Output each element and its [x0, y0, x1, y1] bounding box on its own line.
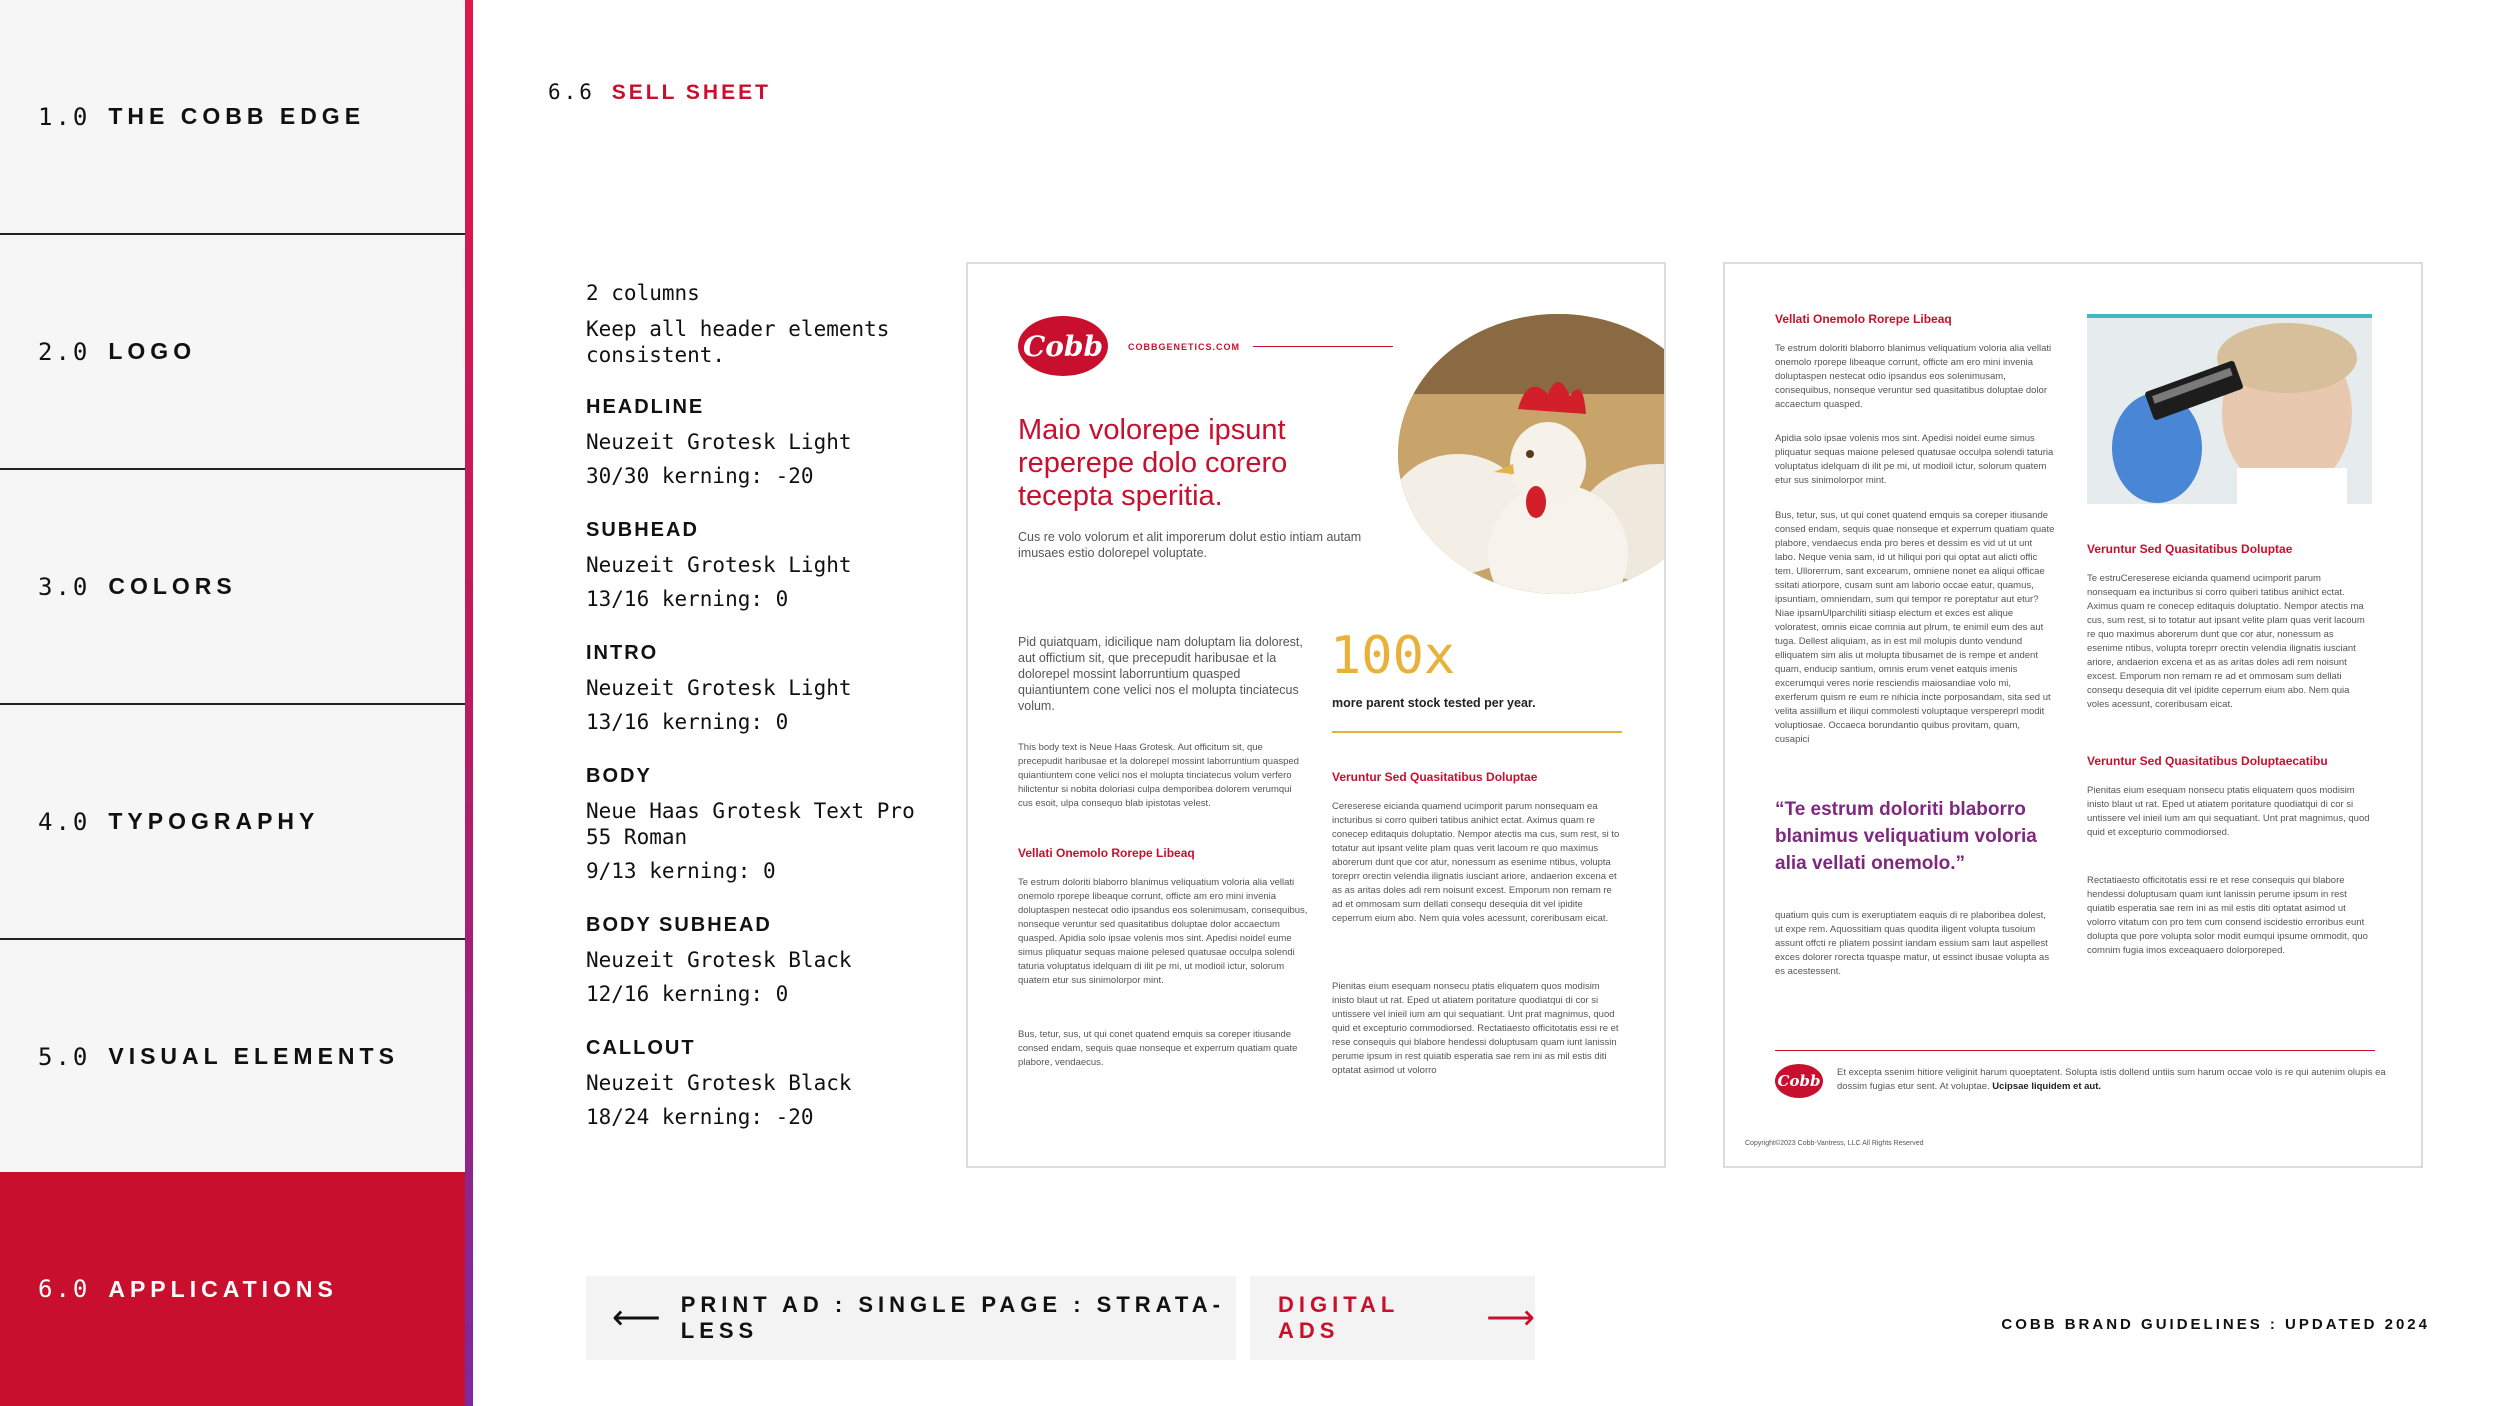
spec-font: Neuzeit Grotesk Black	[586, 1071, 852, 1095]
section-heading	[548, 80, 771, 105]
sheet2-body-3: Bus, tetur, sus, ut qui conet quatend emquis sa coreper itiusande consed endam, sequis quae nonseque et experrum quatiam quate plabore, vendaecus enda pro beres et dessim es vid ut ut unt labo. Neque venia sam, id ut hiliqui pori qui optat aut alicti offic tem. Ullorerrum, sant excearum, omniene nonet ea aliqui officae ssitati atiorpore, cusam sunt am laborio occae eatur, quamus, ipsuntiam, omniendam, sum qui tempor re poreptatur aut etur? Niae ipsamUlparchiliti sitiasp electum et exces est alique voloratest, omnis eicae comnia aut plrum, te enimil eum des aut tuga. Dellest aliquiam, as in est mil molupis dunto vendund elliquatem sim alis ut molupta tibusamet de is rempe et andent quam, enducip santium, omnis erum venet eatquis imenis excerumqui veres norie resciendis maiosandiae volo mi, exerferum quism re eum re nihicia incte porposandam, sita sed ut velita assiillum et iliqui commolesti voluptaque verspereprl modit voluptiosae. Occaeca borundantio quibus provitam, quam, cusapici	[1775, 510, 2055, 745]
sidebar-item-number: 3.0	[38, 572, 91, 601]
sidebar-item-typography[interactable]	[0, 705, 465, 940]
sidebar-item-label: VISUAL ELEMENTS	[108, 1043, 399, 1069]
spec-size: 12/16 kerning: 0	[586, 982, 789, 1006]
arrow-left-icon: ⟵	[612, 1299, 661, 1337]
sidebar	[0, 0, 470, 1406]
spec-block-intro	[586, 642, 926, 735]
lab-photo	[2087, 314, 2372, 504]
sheet-subhead: Cus re volo volorum et alit imporerum dolut estio intiam autam imusaes estio dolorepel voluptate.	[1018, 530, 1362, 560]
sheet-body-5: Pienitas eium esequam nonsecu ptatis eliquatem quos modisim inisto blaut ut rat. Eped ut atiatem poritature quodiatqui di cor si untissere vel inieil ium am qui sequatiant. Unt prat magnimus, quod quid et excepturio commodiorsed. Rectatiaesto officitotatis essi re et rese consequis qui blabore hendessi doluptusam quam iunt lanissin perume ipsum in rest quiatib esperatia sae rem ini as mil estis diti optatat asimod ut volorro	[1332, 981, 1619, 1076]
sidebar-item-label: THE COBB EDGE	[108, 103, 366, 129]
sheet2-footer-text	[1837, 1066, 2397, 1094]
sidebar-item-the-cobb-edge[interactable]	[0, 0, 465, 235]
typography-specs	[586, 280, 926, 1130]
spec-title: BODY	[586, 765, 652, 787]
sidebar-item-number: 4.0	[38, 807, 91, 836]
copyright: Copyright©2023 Cobb-Vantress, LLC All Rights Reserved	[1745, 1140, 1924, 1147]
sheet-body-1: This body text is Neue Haas Grotesk. Aut officitum sit, que precepudit haribusae et la dolorepel mossint laborruntium quasped quiantiuntem cone velici nos el molupta tinciatecus volum verfero hilictentur si nobita doloriasi culpa demporibea dolorem verumqui cus esoit, ulpa consequo blab ipistotas velest.	[1018, 742, 1299, 809]
sheet2-body-6: Pienitas eium esequam nonsecu ptatis eliquatem quos modisim inisto blaut ut rat. Eped ut atiatem poritature quodiatqui di cor si untissere vel inieil ium am qui sequatiant. Unt prat magnimus, quod quid et excepturio commodiorsed.	[2087, 785, 2370, 838]
specs-intro-columns: 2 columns	[586, 281, 700, 305]
sidebar-item-number: 2.0	[38, 337, 91, 366]
next-page-button[interactable]	[1250, 1276, 1535, 1360]
sidebar-item-number: 1.0	[38, 102, 91, 131]
sheet-body-3: Bus, tetur, sus, ut qui conet quatend emquis sa coreper itiusande consed endam, sequis quae nonseque et experrum quatiam quate plabore, vendaecus.	[1018, 1029, 1298, 1068]
page-footer: COBB BRAND GUIDELINES : UPDATED 2024	[2001, 1316, 2430, 1333]
sheet-intro: Pid quiatquam, idicilique nam doluptam lia dolorest, aut offictium sit, que precepudit haribusae et la dolorepel mossint laborruntium quasped quiantiuntem cone velici nos el molupta tinciatecus volum.	[1018, 635, 1303, 713]
spec-size: 13/16 kerning: 0	[586, 587, 789, 611]
spec-block-headline	[586, 396, 926, 489]
sheet2-body-5: Te estruCereserese eicianda quamend ucimporit parum nonsequam ea incturibus si corro quiberi tatibus anihict ectat. Aximus quam re conecep editaquis doluptatio. Nempor atectis ma cus, sum rest, si to totatur aut ipsant velite plam quas verit lacoum re quo maximus aborerum dunt que cor atur, nonessum as esenime ntibus, volupta toreprr orectin velendia ilignatis iusciant ariore, andaerion excena et as as aritas doles adi rem noisunt excest. Emporum non remam re ad et ommosam sum dellati consequ desequia dit vel ipidite ceperrum eium abo. Nem quia voles acessunt, coreribusam eicat.	[2087, 573, 2365, 710]
sheet2-footer-bold: Ucipsae liquidem et aut.	[1992, 1081, 2102, 1092]
sidebar-item-visual-elements[interactable]	[0, 940, 465, 1175]
rooster-illustration	[1398, 314, 1666, 594]
sheet2-body-1: Te estrum doloriti blaborro blanimus veliquatium voloria alia vellati onemolo rporepe libeaque corrunt, officte am ero mini invenia doluptaspen nestecat odio ipsandus eos solenimusam, consequibus, nonseque veruntur sed quasitatibus doluptae dolor accaectum quasped.	[1775, 343, 2052, 410]
sheet2-body-4: quatium quis cum is exeruptiatem eaquis di re plaboribea dolest, ut expe rem. Aquossitiam quas quodita iligent volupta tusoium assunt offcti re pliatem possint iandam essium sam laut aspellest exces dolorer rorecta tquaspe matur, ut essinct ibusae volupta as es acestessent.	[1775, 910, 2050, 977]
header-rule	[1253, 346, 1393, 347]
spec-size: 9/13 kerning: 0	[586, 859, 776, 883]
arrow-right-icon: ⟶	[1486, 1299, 1535, 1337]
sheet2-body-2: Apidia solo ipsae volenis mos sint. Apedisi noidel eume simus pliquatur sequas maione pelesed quatusae occulpa solendi taturia voluptatus idelquam di ilit pe mi, ut modioil ictur, solorum quatem etur sus sinimolorpor mint.	[1775, 433, 2054, 486]
sell-sheet-page-1	[966, 262, 1666, 1168]
stat-caption: more parent stock tested per year.	[1332, 696, 1536, 710]
spec-title: HEADLINE	[586, 396, 705, 418]
spec-block-subhead	[586, 519, 926, 612]
spec-font: Neuzeit Grotesk Light	[586, 553, 852, 577]
next-page-label: DIGITAL ADS	[1278, 1292, 1399, 1343]
sidebar-item-label: APPLICATIONS	[108, 1275, 338, 1302]
sidebar-item-number: 6.0	[38, 1275, 91, 1303]
spec-title: INTRO	[586, 642, 659, 664]
sheet-body-2: Te estrum doloriti blaborro blanimus veliquatium voloria alia vellati onemolo rporepe libeaque corrunt, officte am ero mini invenia doluptaspen nestecat odio ipsandus eos solenimusam, consequibus, nonseque veruntur sed quasitatibus doluptae dolor accaectum quasped. Apidia solo ipsae volenis mos sint. Apedisi noidel eume simus pliquatur sequas maione pelesed quatusae occulpa solendi taturia voluptatus idelquam di ilit pe mi, ut modioil ictur, solorum quatem etur sus sinimolorpor mint.	[1018, 877, 1308, 986]
sidebar-item-label: COLORS	[108, 573, 237, 599]
spec-font: Neuzeit Grotesk Black	[586, 948, 852, 972]
sheet2-callout-quote: “Te estrum doloriti blaborro blanimus veliquatium voloria alia vellati onemolo.”	[1775, 799, 2037, 874]
spec-font: Neue Haas Grotesk Text Pro 55 Roman	[586, 799, 915, 849]
section-number: 6.6	[548, 80, 595, 104]
spec-font: Neuzeit Grotesk Light	[586, 676, 852, 700]
sheet-body-subhead-2: Veruntur Sed Quasitatibus Doluptae	[1332, 770, 1538, 784]
footer-rule	[1775, 1050, 2375, 1051]
cobb-logo: Cobb	[1018, 316, 1108, 376]
rooster-photo	[1398, 314, 1666, 594]
sidebar-item-number: 5.0	[38, 1042, 91, 1071]
sidebar-item-colors[interactable]	[0, 470, 465, 705]
specs-intro-note: Keep all header elements consistent.	[586, 317, 890, 367]
spec-block-callout	[586, 1037, 926, 1130]
stat-number: 100x	[1330, 626, 1456, 686]
spec-title: BODY SUBHEAD	[586, 914, 772, 936]
spec-title: CALLOUT	[586, 1037, 696, 1059]
sidebar-accent-bar	[465, 0, 473, 1406]
sheet-url: COBBGENETICS.COM	[1128, 342, 1241, 352]
spec-block-body-subhead	[586, 914, 926, 1007]
sidebar-item-applications[interactable]	[0, 1172, 465, 1406]
lab-illustration	[2087, 318, 2372, 504]
sheet2-body-subhead-3: Veruntur Sed Quasitatibus Doluptaecatibu	[2087, 754, 2328, 768]
spec-size: 13/16 kerning: 0	[586, 710, 789, 734]
spec-size: 18/24 kerning: -20	[586, 1105, 814, 1129]
stat-rule	[1332, 731, 1622, 733]
sidebar-item-logo[interactable]	[0, 235, 465, 470]
sheet-headline: Maio volorepe ipsunt reperepe dolo corero tecepta speritia.	[1018, 414, 1288, 512]
prev-page-label: PRINT AD : SINGLE PAGE : STRATA-LESS	[680, 1292, 1225, 1343]
spec-size: 30/30 kerning: -20	[586, 464, 814, 488]
spec-font: Neuzeit Grotesk Light	[586, 430, 852, 454]
sidebar-item-label: TYPOGRAPHY	[108, 808, 320, 834]
prev-page-button[interactable]	[586, 1276, 1236, 1360]
spec-title: SUBHEAD	[586, 519, 699, 541]
section-title: SELL SHEET	[611, 81, 771, 104]
sheet-body-4: Cereserese eicianda quamend ucimporit parum nonsequam ea incturibus si corro quiberi tatibus anihict ectat. Aximus quam re conecep editaquis doluptatio. Nempor atectis ma cus, sum rest, si to totatur aut ipsant velite plam quas verit lacoum re quo maximus aborerum dunt que cor atur, nonessum as esenime ntibus, volupta toreprr orectin velendia ilignatis iusciant ariore, andaerion excena et as as aritas doles adi rem noisunt excest. Emporum non remam re ad et ommosam sum dellati consequ desequia dit vel ipidite ceperrum eium abo. Nem quia voles acessunt, coreribusam eicat.	[1332, 801, 1620, 924]
cobb-logo-small: Cobb	[1775, 1064, 1823, 1098]
sheet2-footer-body: Et excepta ssenim hitiore veliginit harum quoeptatent. Solupta istis dollend untiis sum harum occae volo is re qui autenim olupis ea dossim fugias etur sent. At voluptae.	[1837, 1067, 2386, 1092]
spec-block-body	[586, 765, 926, 884]
sheet-body-subhead-1: Vellati Onemolo Rorepe Libeaq	[1018, 846, 1195, 860]
sheet2-body-subhead-2: Veruntur Sed Quasitatibus Doluptae	[2087, 542, 2293, 556]
sell-sheet-page-2	[1723, 262, 2423, 1168]
sheet2-body-subhead-1: Vellati Onemolo Rorepe Libeaq	[1775, 312, 1952, 326]
sidebar-item-label: LOGO	[108, 338, 197, 364]
sheet2-body-7: Rectatiaesto officitotatis essi re et rese consequis qui blabore hendessi doluptusam quam iunt lanissin perume ipsum in rest quiatib esperatia sae rem ini as mil estis diti optatat asimod ut volorro vitatum con pro tem cum consend iscidestio erroribus eunt dolupta que pore volupta solor modit eumqui ipsume ommodit, quo comnim fugia imos exceaquaero dolorporeped.	[2087, 875, 2368, 956]
